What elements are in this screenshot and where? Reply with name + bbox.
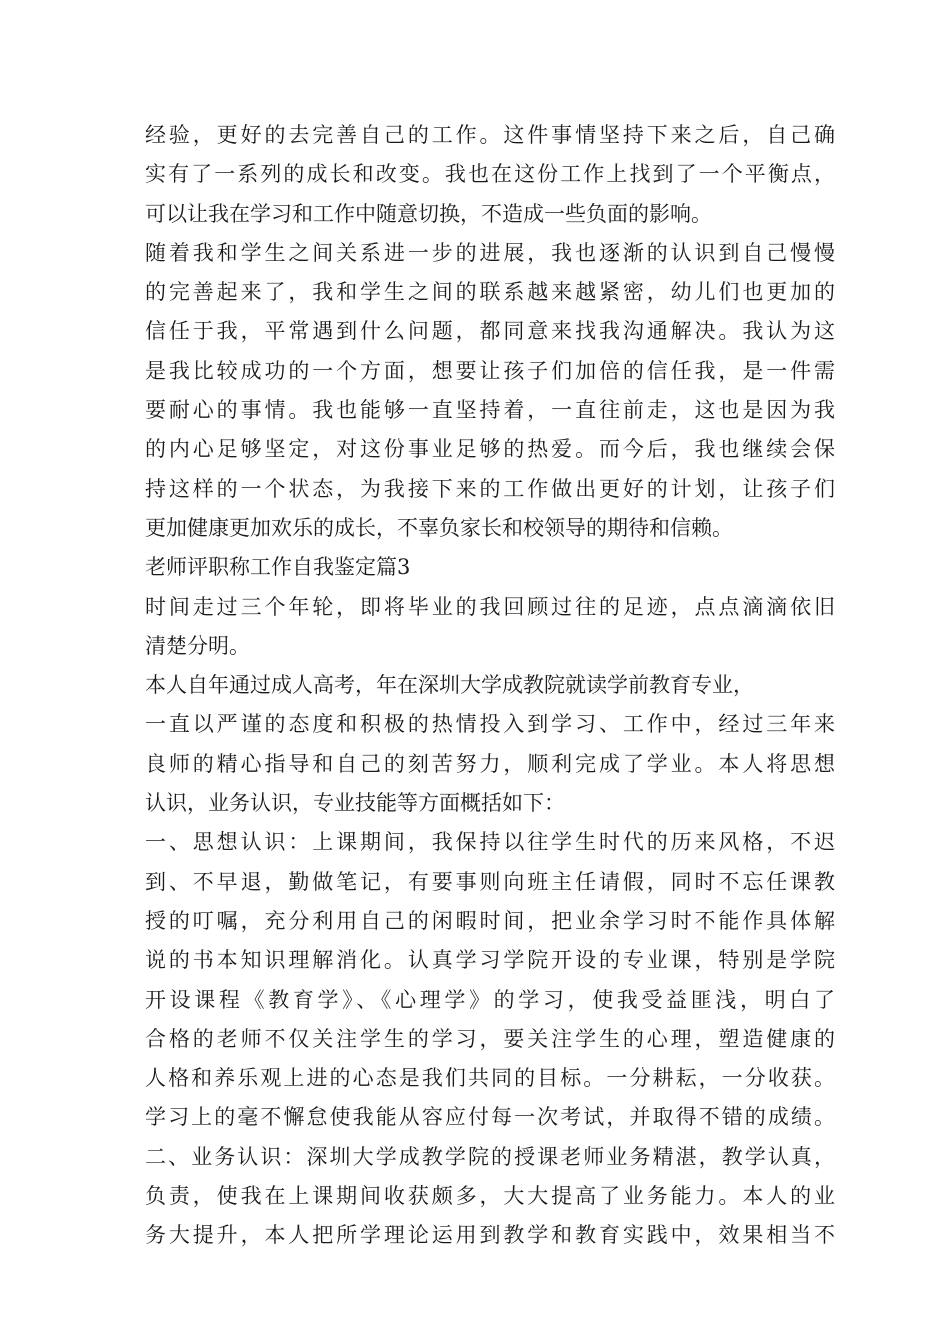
text-line: 持这样的一个状态，为我接下来的工作做出更好的计划，让孩子们 [145,476,835,501]
text-line: 二、业务认识：深圳大学成教学院的授课老师业务精湛，教学认真， [145,1144,835,1169]
text-line: 可以让我在学习和工作中随意切换，不造成一些负面的影响。 [145,201,712,226]
text-line: 信任于我，平常遇到什么问题，都同意来找我沟通解决。我认为这 [145,319,835,344]
text-line: 良师的精心指导和自己的刻苦努力，顺利完成了学业。本人将思想 [145,751,835,776]
text-line: 学习上的毫不懈怠使我能从容应付每一次考试，并取得不错的成绩。 [145,1105,835,1130]
text-line: 本人自年通过成人高考，年在深圳大学成教院就读学前教育专业， [145,673,754,698]
text-line: 到、不早退，勤做笔记，有要事则向班主任请假，同时不忘任课教 [145,869,835,894]
text-line: 合格的老师不仅关注学生的学习，要关注学生的心理，塑造健康的 [145,1026,835,1051]
section-heading: 老师评职称工作自我鉴定篇3 [145,555,411,580]
text-line: 经验，更好的去完善自己的工作。这件事情坚持下来之后，自己确 [145,123,835,147]
text-line: 清楚分明。 [145,633,250,658]
text-line: 说的书本知识理解消化。认真学习学院开设的专业课，特别是学院 [145,948,835,973]
document-body [145,116,835,1256]
text-line: 开设课程《教育学》、《心理学》的学习，使我受益匪浅，明白了 [145,987,835,1012]
text-line: 人格和养乐观上进的心态是我们共同的目标。一分耕耘，一分收获。 [145,1066,835,1091]
text-line: 要耐心的事情。我也能够一直坚持着，一直往前走，这也是因为我 [145,398,835,423]
text-line: 更加健康更加欢乐的成长，不辜负家长和校领导的期待和信赖。 [145,515,733,540]
text-line: 的完善起来了，我和学生之间的联系越来越紧密，幼儿们也更加的 [145,280,835,305]
text-line: 授的叮嘱，充分利用自己的闲暇时间，把业余学习时不能作具体解 [145,908,835,933]
text-line: 实有了一系列的成长和改变。我也在这份工作上找到了一个平衡点， [145,162,835,187]
text-line: 务大提升，本人把所学理论运用到教学和教育实践中，效果相当不 [145,1223,835,1248]
text-line: 一、思想认识：上课期间，我保持以往学生时代的历来风格，不迟 [145,830,835,855]
text-line: 一直以严谨的态度和积极的热情投入到学习、工作中，经过三年来 [145,712,835,737]
text-line: 认识，业务认识，专业技能等方面概括如下： [145,791,565,816]
text-line: 时间走过三个年轮，即将毕业的我回顾过往的足迹，点点滴滴依旧 [145,594,835,619]
text-line: 的内心足够坚定，对这份事业足够的热爱。而今后，我也继续会保 [145,437,835,462]
text-line: 随着我和学生之间关系进一步的进展，我也逐渐的认识到自己慢慢 [145,240,835,265]
text-line: 负责，使我在上课期间收获颇多，大大提高了业务能力。本人的业 [145,1184,835,1209]
text-line: 是我比较成功的一个方面，想要让孩子们加倍的信任我，是一件需 [145,358,835,383]
